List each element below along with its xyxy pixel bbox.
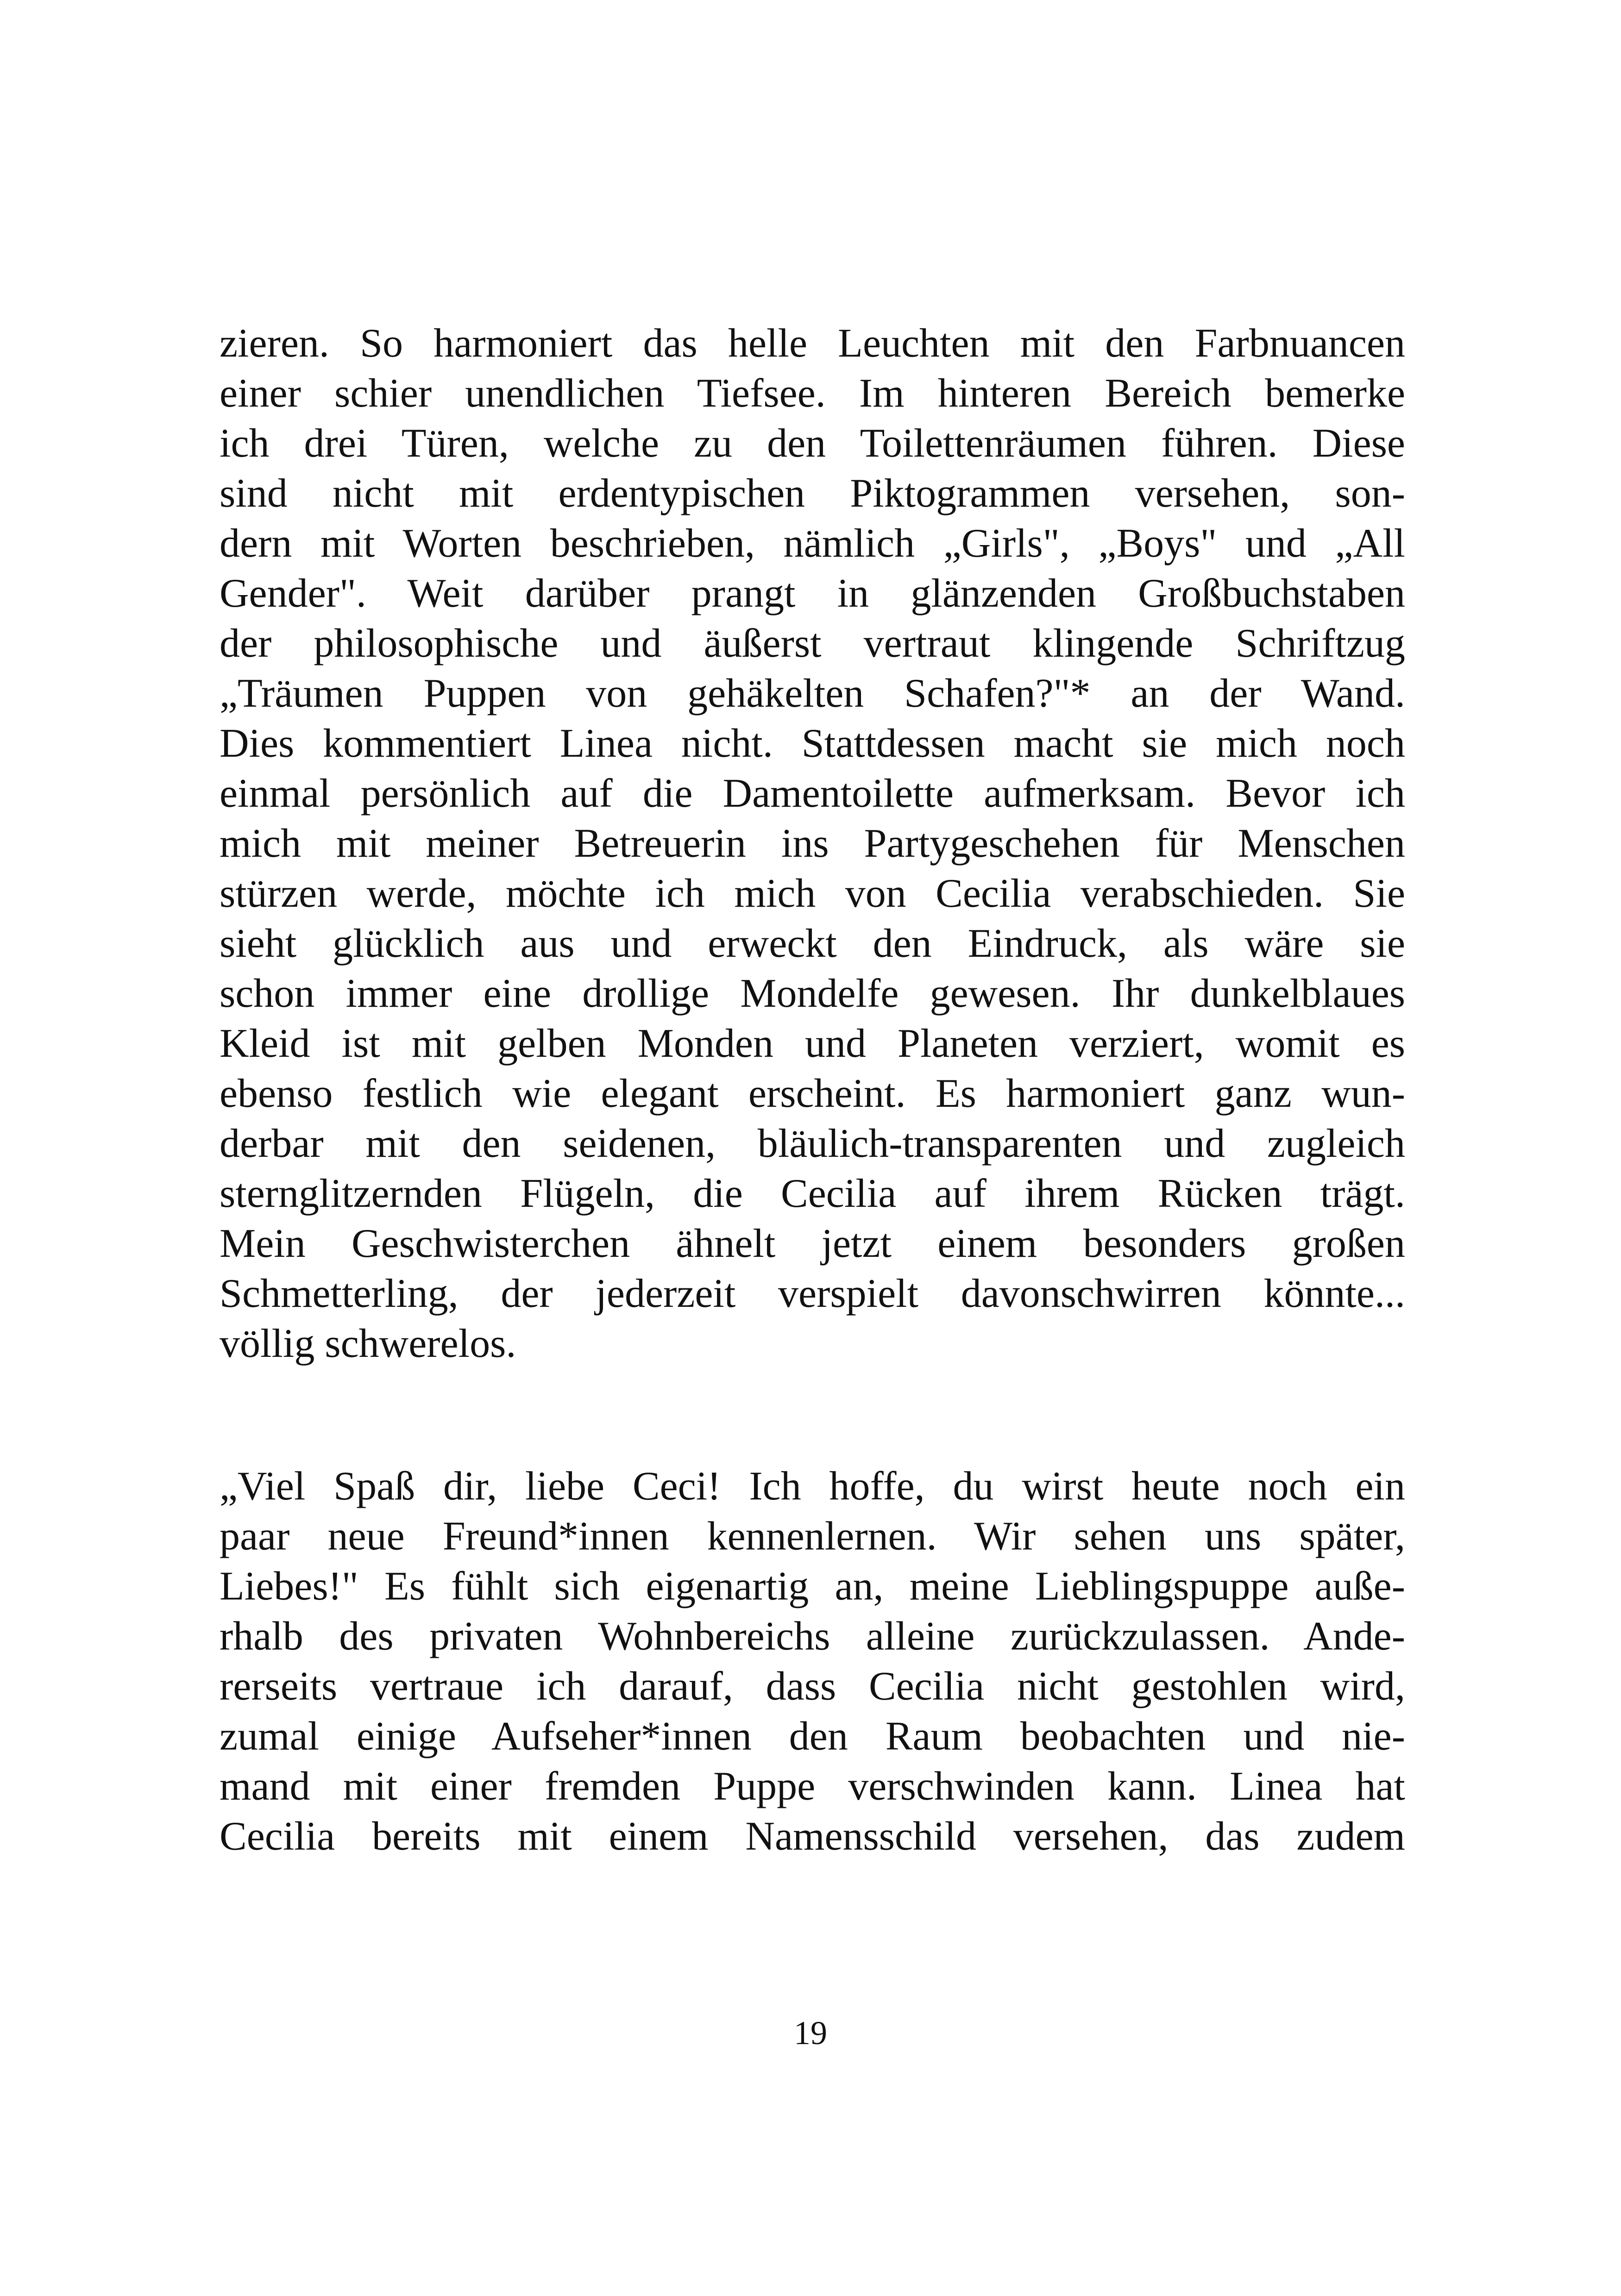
text-line: sieht glücklich aus und erweckt den Eindruck, als wäre sie — [220, 921, 1405, 966]
text-line: der philosophische und äußerst vertraut klingende Schriftzug — [220, 621, 1405, 666]
text-line: mand mit einer fremden Puppe verschwinden kann. Linea hat — [220, 1764, 1405, 1809]
text-line: mich mit meiner Betreuerin ins Partygeschehen für Menschen — [220, 821, 1405, 866]
text-line: Schmetterling, der jederzeit verspielt davonschwirren könnte... — [220, 1271, 1405, 1316]
text-line: völlig schwerelos. — [220, 1321, 516, 1366]
text-line: schon immer eine drollige Mondelfe gewesen. Ihr dunkelblaues — [220, 971, 1405, 1016]
text-line: derbar mit den seidenen, bläulich-transparenten und zugleich — [220, 1121, 1405, 1166]
text-line: „Viel Spaß dir, liebe Ceci! Ich hoffe, du wirst heute noch ein — [220, 1464, 1405, 1509]
text-line: stürzen werde, möchte ich mich von Cecilia verabschieden. Sie — [220, 871, 1405, 916]
text-line: zumal einige Aufseher*innen den Raum beobachten und nie- — [220, 1714, 1405, 1759]
text-line: ich drei Türen, welche zu den Toilettenräumen führen. Diese — [220, 421, 1405, 466]
text-line: paar neue Freund*innen kennenlernen. Wir sehen uns später, — [220, 1514, 1405, 1559]
text-line: „Träumen Puppen von gehäkelten Schafen?"* an der Wand. — [220, 671, 1405, 716]
text-line: dern mit Worten beschrieben, nämlich „Girls", „Boys" und „All — [220, 521, 1405, 566]
text-line: sind nicht mit erdentypischen Piktogrammen versehen, son- — [220, 471, 1405, 516]
paragraph-1 — [220, 319, 1405, 1369]
text-line: Kleid ist mit gelben Monden und Planeten verziert, womit es — [220, 1021, 1405, 1066]
text-line: sternglitzernden Flügeln, die Cecilia auf ihrem Rücken trägt. — [220, 1171, 1405, 1216]
text-line: zieren. So harmoniert das helle Leuchten mit den Farbnuancen — [220, 321, 1405, 366]
text-line: einer schier unendlichen Tiefsee. Im hinteren Bereich bemerke — [220, 371, 1405, 416]
text-line: Cecilia bereits mit einem Namensschild versehen, das zudem — [220, 1814, 1405, 1859]
text-line: ebenso festlich wie elegant erscheint. Es harmoniert ganz wun- — [220, 1071, 1405, 1116]
text-line: Mein Geschwisterchen ähnelt jetzt einem besonders großen — [220, 1221, 1405, 1266]
text-line: Dies kommentiert Linea nicht. Stattdessen macht sie mich noch — [220, 721, 1405, 766]
page-number: 19 — [794, 2014, 827, 2051]
text-line: rhalb des privaten Wohnbereichs alleine zurückzulassen. Ande- — [220, 1614, 1405, 1659]
text-line: rerseits vertraue ich darauf, dass Cecilia nicht gestohlen wird, — [220, 1664, 1405, 1709]
text-line: Gender". Weit darüber prangt in glänzenden Großbuchstaben — [220, 571, 1405, 616]
text-line: Liebes!" Es fühlt sich eigenartig an, meine Lieblingspuppe auße- — [220, 1564, 1405, 1609]
text-line: einmal persönlich auf die Damentoilette aufmerksam. Bevor ich — [220, 771, 1405, 816]
paragraph-2 — [220, 1462, 1405, 1862]
